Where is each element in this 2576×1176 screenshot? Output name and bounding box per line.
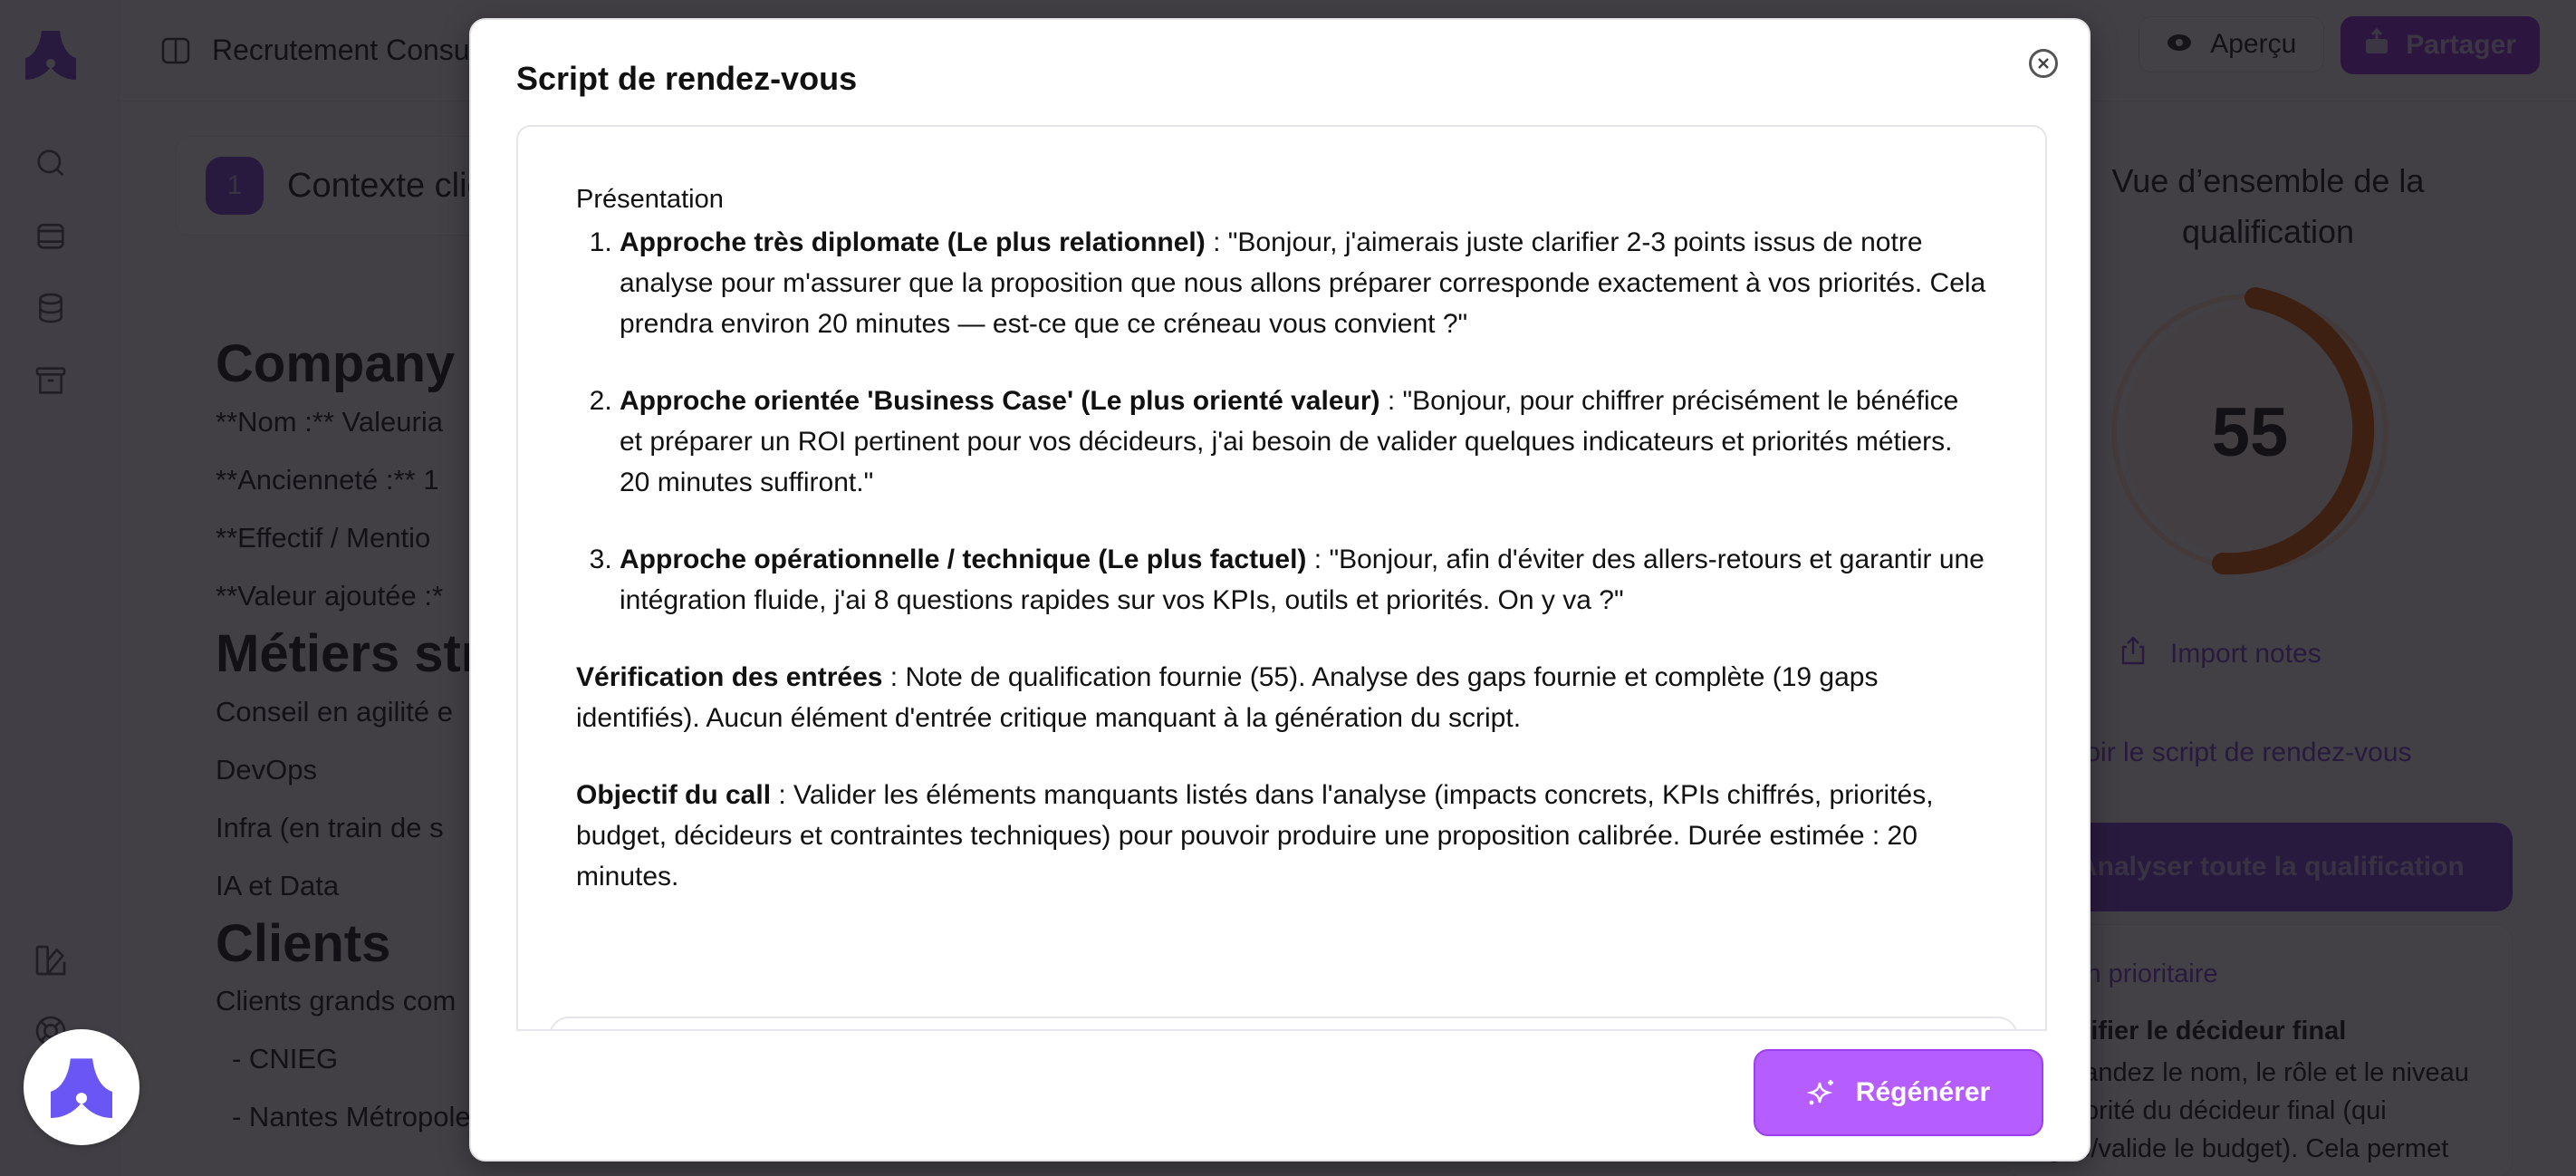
approach-title: Approche orientée 'Business Case' (Le plus orienté valeur)	[620, 386, 1380, 416]
objective-paragraph	[576, 775, 1987, 897]
close-button[interactable]	[2029, 49, 2058, 78]
verification-text: : Note de qualification fournie (55). Analyse des gaps fournie et complète (19 gaps identifiés). Aucun élément d'entrée critique manquant à la génération du script.	[576, 662, 1879, 733]
script-content[interactable]	[516, 125, 2047, 1031]
section-label: Présentation	[576, 185, 724, 214]
script-inner-card	[549, 1017, 2018, 1031]
approach-item	[620, 381, 1987, 503]
verification-label: Vérification des entrées	[576, 662, 883, 692]
regenerate-label: Régénérer	[1855, 1077, 1991, 1107]
approach-title: Approche très diplomate (Le plus relationnel)	[620, 227, 1206, 257]
objective-label: Objectif du call	[576, 780, 772, 810]
approach-text: : "Bonjour, afin d'éviter des allers-retours et garantir une intégration fluide, j'ai 8 questions rapides sur vos KPIs, outils et priorités. On y va ?"	[620, 545, 1985, 615]
close-icon	[2037, 57, 2050, 70]
regenerate-button[interactable]	[1754, 1049, 2043, 1136]
objective-text: : Valider les éléments manquants listés dans l'analyse (impacts concrets, KPIs chiffrés, priorités, budget, décideurs et contraintes techniques) pour pouvoir produire une proposition calibrée. Durée estimée : 20 minutes.	[576, 780, 1934, 892]
approaches-list	[620, 222, 1987, 621]
approach-item	[620, 222, 1987, 344]
approach-text: : "Bonjour, j'aimerais juste clarifier 2-3 points issus de notre analyse pour m'assurer que la proposition que nous allons préparer corresponde exactement à vos priorités. Cela prendra environ 20 minutes — est-ce que ce créneau vous convient ?"	[620, 227, 1986, 339]
approach-title: Approche opérationnelle / technique (Le plus factuel)	[620, 545, 1307, 574]
verification-paragraph	[576, 657, 1987, 738]
script-modal	[469, 18, 2091, 1162]
assistant-logo-icon	[48, 1056, 115, 1118]
approach-text: : "Bonjour, pour chiffrer précisément le bénéfice et préparer un ROI pertinent pour vos décideurs, j'ai besoin de valider quelques indicateurs et priorités métiers. 20 minutes suffiront."	[620, 386, 1959, 497]
assistant-fab[interactable]	[24, 1029, 139, 1145]
modal-title: Script de rendez-vous	[516, 60, 858, 97]
approach-item	[620, 539, 1987, 621]
sparkle-icon	[1807, 1077, 1838, 1108]
